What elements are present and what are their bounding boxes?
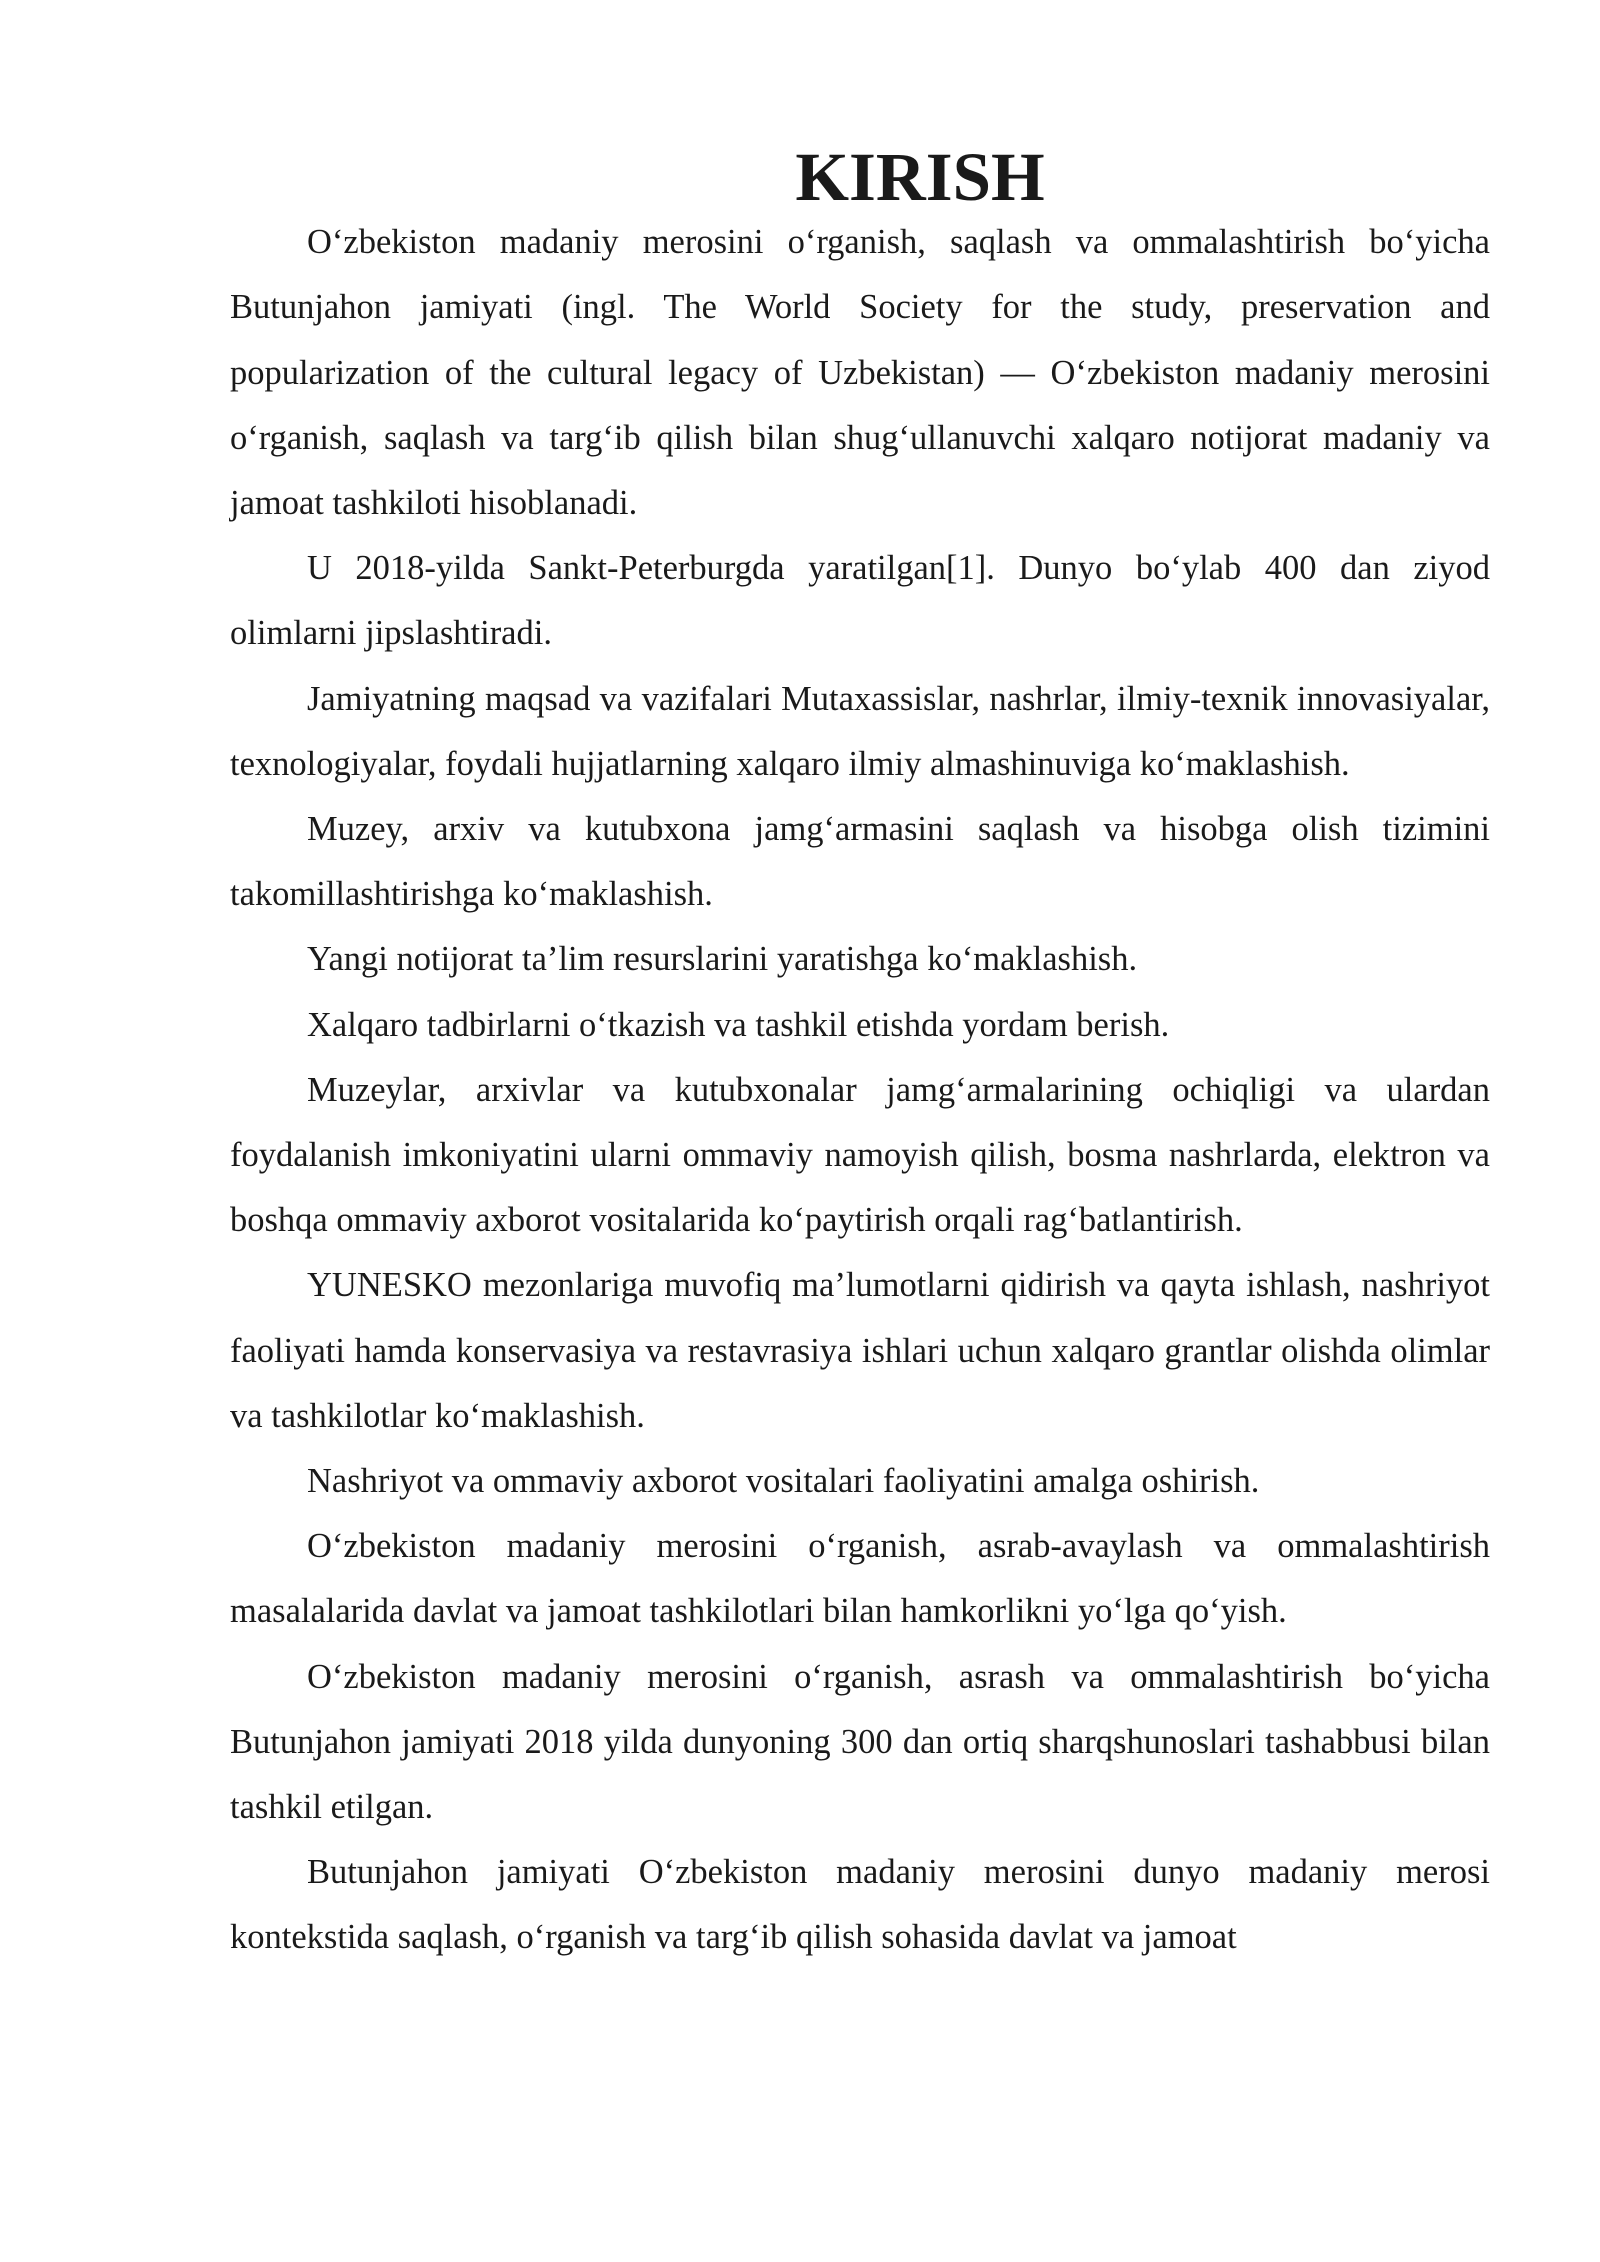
paragraph: Muzey, arxiv va kutubxona jamg‘armasini saqlash va hisobga olish tizimini takomillashtirishga ko‘maklashish. xyxy=(230,810,1490,914)
paragraph: YUNESKO mezonlariga muvofiq ma’lumotlarni qidirish va qayta ishlash, nashriyot faoliyati hamda konservasiya va restavrasiya ishlari uchun xalqaro grantlar olishda olimlar va tashkilotlar ko‘maklashish. xyxy=(230,1266,1490,1435)
paragraph: O‘zbekiston madaniy merosini o‘rganish, asrash va ommalashtirish bo‘yicha Butunjahon jamiyati 2018 yilda dunyoning 300 dan ortiq sharqshunoslari tashabbusi bilan tashkil etilgan. xyxy=(230,1657,1490,1827)
paragraph: Yangi notijorat ta’lim resurslarini yaratishga ko‘maklashish. xyxy=(307,940,1138,979)
document-body xyxy=(230,139,1490,1971)
paragraph: Muzeylar, arxivlar va kutubxonalar jamg‘armalarining ochiqligi va ulardan foydalanish imkoniyatini ularni ommaviy namoyish qilish, bosma nashrlarda, elektron va boshqa ommaviy axborot vositalarida ko‘paytirish orqali rag‘batlantirish. xyxy=(230,1070,1490,1240)
paragraph: O‘zbekiston madaniy merosini o‘rganish, asrab-avaylash va ommalashtirish masalalarida davlat va jamoat tashkilotlari bilan hamkorlikni yo‘lga qo‘yish. xyxy=(230,1527,1490,1631)
paragraph: Xalqaro tadbirlarni o‘tkazish va tashkil etishda yordam berish. xyxy=(307,1005,1170,1044)
paragraph: Jamiyatning maqsad va vazifalari Mutaxassislar, nashrlar, ilmiy-texnik innovasiyalar, texnologiyalar, foydali hujjatlarning xalqaro ilmiy almashinuviga ko‘maklashish. xyxy=(230,679,1490,783)
paragraph: Butunjahon jamiyati O‘zbekiston madaniy merosini dunyo madaniy merosi kontekstida saqlash, o‘rganish va targ‘ib qilish sohasida davlat va jamoat xyxy=(230,1853,1490,1957)
page-title: KIRISH xyxy=(795,139,1045,215)
paragraph: U 2018-yilda Sankt-Peterburgda yaratilgan[1]. Dunyo bo‘ylab 400 dan ziyod olimlarni jipslashtiradi. xyxy=(230,549,1490,653)
paragraph: Nashriyot va ommaviy axborot vositalari faoliyatini amalga oshirish. xyxy=(307,1462,1260,1501)
paragraph: O‘zbekiston madaniy merosini o‘rganish, saqlash va ommalashtirish bo‘yicha Butunjahon jamiyati (ingl. The World Society for the study, preservation and popularization of the cultural legacy of Uzbekistan) — O‘zbekiston madaniy merosini o‘rganish, saqlash va targ‘ib qilish bilan shug‘ullanuvchi xalqaro notijorat madaniy va jamoat tashkiloti hisoblanadi. xyxy=(230,223,1490,523)
